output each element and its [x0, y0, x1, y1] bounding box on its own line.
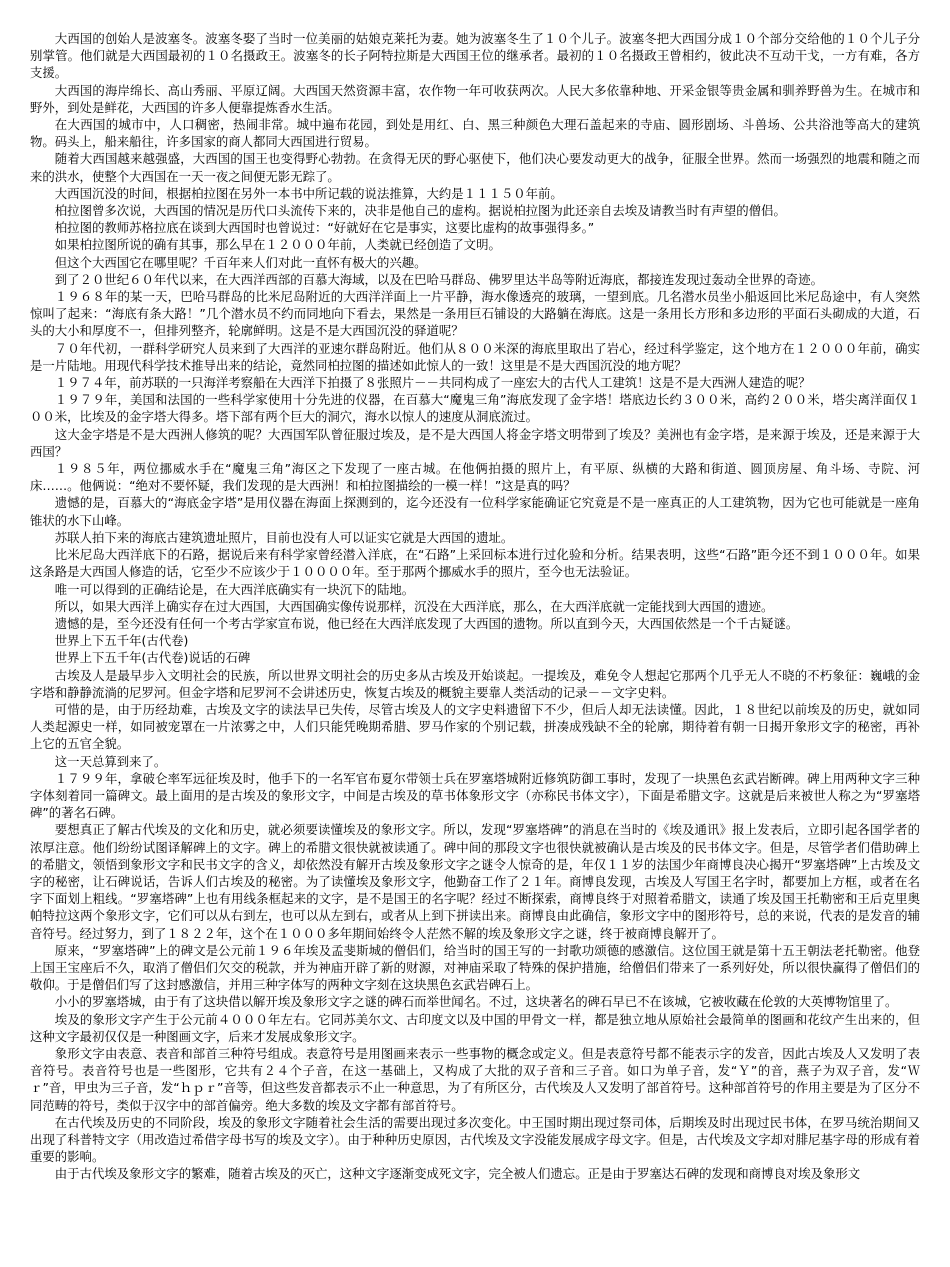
paragraph: 可惜的是，由于历经劫难，古埃及文字的读法早已失传，尽管古埃及人的文字史料遗留下不少，但后人却无法读懂。因此，１８世纪以前埃及的历史，就如同人类起源史一样，如同被宠罩在一片浓雾之中，人们只能凭晚期希腊、罗马作家的个别记载，拼凑成残缺不全的轮廓，期待着有朝一日揭开象形文字的秘密，再补上它的五官全貌。	[30, 701, 920, 752]
paragraph: 原来，“罗塞塔碑”上的碑文是公元前１９６年埃及孟斐斯城的僧侣们，给当时的国王写的一封歌功颂德的感激信。这位国王就是第十五王朝法老托勒密。他登上国王宝座后不久，取消了僧侣们欠交的税款，并为神庙开辟了新的财源，对神庙采取了特殊的保护措施，给僧侣们带来了一系列好处，所以很快赢得了僧侣们的敬仰。于是僧侣们写了这封感激信，并用三种字体写的两种文字刻在这块黑色玄武岩碑石上。	[30, 942, 920, 993]
paragraph: 象形文字由表意、表音和部首三种符号组成。表意符号是用图画来表示一些事物的概念或定义。但是表意符号都不能表示字的发音，因此古埃及人又发明了表音符号。表音符号也是一些图形，它共有２４个子音，在这一基础上，又构成了大批的双子音和三子音。如口为单子音，发“Ｙ”的音，燕子为双子音，发“Ｗｒ”音，甲虫为三子音，发“ｈｐｒ”音等，但这些发音都表示不止一种意思，为了有所区分，古代埃及人又发明了部首符号。这种部首符号的作用主要是为了区分不同范畴的符号，类似于汉字中的部首偏旁。绝大多数的埃及文字都有部首符号。	[30, 1045, 920, 1113]
paragraph: 在古代埃及历史的不同阶段，埃及的象形文字随着社会生活的需要出现过多次变化。中王国时期出现过祭司体，后期埃及时出现过民书体，在罗马统治期间又出现了科普特文字（用改造过希借字母书写的埃及文字）。由于种种历史原因，古代埃及文字没能发展成字母文字。但是，古代埃及文字却对腓尼基字母的形成有着重要的影响。	[30, 1114, 920, 1165]
paragraph: 大西国沉没的时间，根据柏拉图在另外一本书中所记载的说法推算，大约是１１１５０年前。	[54, 185, 563, 201]
paragraph: 古埃及人是最早步入文明社会的民族，所以世界文明社会的历史多从古埃及开始谈起。一提埃及，难免令人想起它那两个几乎无人不晓的不朽象征：巍峨的金字塔和静静流淌的尼罗河。但金字塔和尼罗河不会讲述历史，恢复古埃及的概貌主要靠人类活动的记录－－文字史料。	[30, 667, 920, 700]
paragraph: 比米尼岛大西洋底下的石路，据说后来有科学家曾经潜入洋底，在“石路”上采回标本进行过化验和分析。结果表明，这些“石路”距今还不到１０００年。如果这条路是大西国人修造的话，它至少不应该少于１００００年。至于那两个挪威水手的照片，至今也无法验证。	[30, 547, 920, 580]
paragraph: １９８５年，两位挪威水手在“魔鬼三角”海区之下发现了一座古城。在他俩拍摄的照片上，有平原、纵横的大路和街道、圆顶房屋、角斗场、寺院、河床……。他俩说：“绝对不要怀疑，我们发现的是大西洲！和柏拉图描绘的一模一样！”这是真的吗？	[30, 461, 920, 494]
paragraph: １７９９年，拿破仑率军远征埃及时，他手下的一名军官布夏尔带领士兵在罗塞塔城附近修筑防御工事时，发现了一块黑色玄武岩断碑。碑上用两种文字三种字体刻着同一篇碑文。最上面用的是古埃及的象形文字，中间是古埃及的草书体象形文字（亦称民书体文字），下面是希腊文字。这就是后来被世人称之为“罗塞塔碑”的著名石碑。	[30, 770, 920, 821]
paragraph: １９７４年，前苏联的一只海洋考察船在大西洋下拍摄了８张照片－－共同构成了一座宏大的古代人工建筑！这是不是大西洲人建造的呢？	[54, 375, 811, 391]
paragraph: 随着大西国越来越强盛，大西国的国王也变得野心勃勃。在贪得无厌的野心驱使下，他们决心要发动更大的战争，征服全世界。然而一场强烈的地震和随之而来的洪水，使整个大西国在一天一夜之间便无影无踪了。	[30, 151, 920, 184]
paragraph: 埃及的象形文字产生于公元前４０００年左右。它同苏美尔文、古印度文以及中国的甲骨文一样，都是独立地从原始社会最简单的图画和花纹产生出来的，但这种文字最初仅仅是一种图画文字，后来才发展成象形文字。	[30, 1011, 920, 1044]
paragraph: 小小的罗塞塔城，由于有了这块借以解开埃及象形文字之谜的碑石而举世闻名。不过，这块著名的碑石早已不在该城，它被收藏在伦敦的大英博物馆里了。	[54, 994, 898, 1010]
paragraph: １９６８年的某一天，巴哈马群岛的比米尼岛附近的大西洋洋面上一片平静，海水像透亮的玻璃，一望到底。几名潜水员坐小船返回比米尼岛途中，有人突然惊叫了起来：“海底有条大路！”几个潜水员不约而同地向下看去，果然是一条用巨石铺设的大路躺在海底。这是一条用长方形和多边形的平面石头砌成的大道，石头的大小和厚度不一，但排列整齐，轮廓鲜明。这是不是大西国沉没的驿道呢？	[30, 289, 920, 339]
paragraph: １９７９年，美国和法国的一些科学家使用十分先进的仪器，在百慕大“魔鬼三角”海底发现了金字塔！塔底边长约３００米，高约２００米，塔尖离洋面仅１００米，比埃及的金字塔大得多。塔下部有两个巨大的洞穴，海水以惊人的速度从洞底流过。	[30, 392, 920, 425]
paragraph: 遗憾的是，百慕大的“海底金字塔”是用仪器在海面上探测到的，迄今还没有一位科学家能确证它究竟是不是一座真正的人工建筑物，因为它也可能就是一座角锥状的水下山峰。	[30, 495, 920, 528]
paragraph: 但这个大西国它在哪里呢？千百年来人们对此一直怀有极大的兴趣。	[54, 254, 427, 270]
chapter-title: 世界上下五千年(古代卷)说话的石碑	[54, 650, 251, 666]
paragraph: 柏拉图的教师苏格拉底在谈到大西国时也曾说过：“好就好在它是事实，这要比虚构的故事强得多。”	[54, 220, 595, 236]
paragraph: 在大西国的城市中，人口稠密，热闹非常。城中遍布花园，到处是用红、白、黑三种颜色大理石盖起来的寺庙、圆形剧场、斗兽场、公共浴池等高大的建筑物。码头上，船来船往，许多国家的商人都同大西国进行贸易。	[30, 117, 920, 150]
paragraph: 由于古代埃及象形文字的繁难，随着古埃及的灭亡，这种文字逐渐变成死文字，完全被人们遗忘。正是由于罗塞达石碑的发现和商博良对埃及象形文	[54, 1166, 861, 1182]
paragraph: 到了２０世纪６０年代以来，在大西洋西部的百慕大海域，以及在巴哈马群岛、佛罗里达半岛等附近海底，都接连发现过轰动全世界的奇迹。	[54, 271, 824, 287]
paragraph: 大西国的创始人是波塞冬。波塞冬娶了当时一位美丽的姑娘克莱托为妻。她为波塞冬生了１０个儿子。波塞冬把大西国分成１０个部分交给他的１０个儿子分别掌管。他们就是大西国最初的１０名摄政王。波塞冬的长子阿特拉斯是大西国王位的继承者。最初的１０名摄政王曾相约，彼此决不互动干戈，一方有难，各方支援。	[30, 31, 920, 81]
paragraph: 所以，如果大西洋上确实存在过大西国，大西国确实像传说那样，沉没在大西洋底，那么，在大西洋底就一定能找到大西国的遗迹。	[54, 598, 774, 614]
paragraph: 如果柏拉图所说的确有其事，那么早在１２０００年前，人类就已经创造了文明。	[54, 237, 501, 253]
paragraph: 遗憾的是，至今还没有任何一个考古学家宣布说，他已经在大西洋底发现了大西国的遗物。所以直到今天，大西国依然是一个千古疑谜。	[54, 615, 799, 631]
paragraph: 苏联人拍下来的海底古建筑遗址照片，目前也没有人可以证实它就是大西国的遗址。	[54, 529, 514, 545]
section-title: 世界上下五千年(古代卷)	[54, 633, 189, 649]
paragraph: 柏拉图曾多次说，大西国的情况是历代口头流传下来的，决非是他自己的虚构。据说柏拉图为此还亲自去埃及请教当时有声望的僧侣。	[54, 203, 786, 219]
paragraph: 这大金字塔是不是大西洲人修筑的呢？大西国军队曾征服过埃及，是不是大西国人将金字塔文明带到了埃及？美洲也有金字塔，是来源于埃及，还是来源于大西国？	[30, 426, 920, 459]
paragraph: 大西国的海岸绵长、高山秀丽、平原辽阔。大西国天然资源丰富，农作物一年可收获两次。人民大多依靠种地、开采金银等贵金属和驯养野兽为生。在城市和野外，到处是鲜花，大西国的许多人便靠提炼香水生活。	[30, 82, 920, 115]
paragraph: 唯一可以得到的正确结论是，在大西洋底确实有一块沉下的陆地。	[54, 581, 415, 597]
paragraph: 这一天总算到来了。	[54, 753, 167, 769]
paragraph: 要想真正了解古代埃及的文化和历史，就必须要读懂埃及的象形文字。所以，发现“罗塞塔碑”的消息在当时的《埃及通讯》报上发表后，立即引起各国学者的浓厚注意。他们纷纷试图译解碑上的文字。碑上的希腊文很快就被读通了。碑中间的那段文字也很快就被确认是古埃及的民书体文字。但是，尽管学者们借助碑上的希腊文，领悟到象形文字和民书文字的含义，却依然没有解开古埃及象形文字之谜令人惊奇的是，年仅１１岁的法国少年商博良决心揭开“罗塞塔碑”上古埃及文字的秘密，让石碑说话，告诉人们古埃及的秘密。为了读懂埃及象形文字，他勤奋工作了２１年。商博良发现，古埃及人写国王名字时，都要加上方框，或者在名字下面划上粗线。“罗塞塔碑”上也有用线条框起来的文字，是不是国王的名字呢？经过不断探索，商博良终于对照着希腊文，读通了埃及国王托勒密和王后克里奥帕特拉这两个象形文字，它们可以从右到左，也可以从左到右，或者从上到下拼读出来。商博良由此确信，象形文字中的图形符号，总的来说，代表的是发音的辅音符号。经过努力，到了１８２２年，这个在１０００多年期间始终令人茫然不解的埃及象形文字之谜，终于被商博良解开了。	[30, 822, 920, 941]
paragraph: ７０年代初，一群科学研究人员来到了大西洋的亚速尔群岛附近。他们从８００米深的海底里取出了岩心，经过科学鉴定，这个地方在１２０００年前，确实是一片陆地。用现代科学技术推导出来的结论，竟然同柏拉图的描述如此惊人的一致！这里是不是大西国沉没的地方呢？	[30, 340, 920, 373]
